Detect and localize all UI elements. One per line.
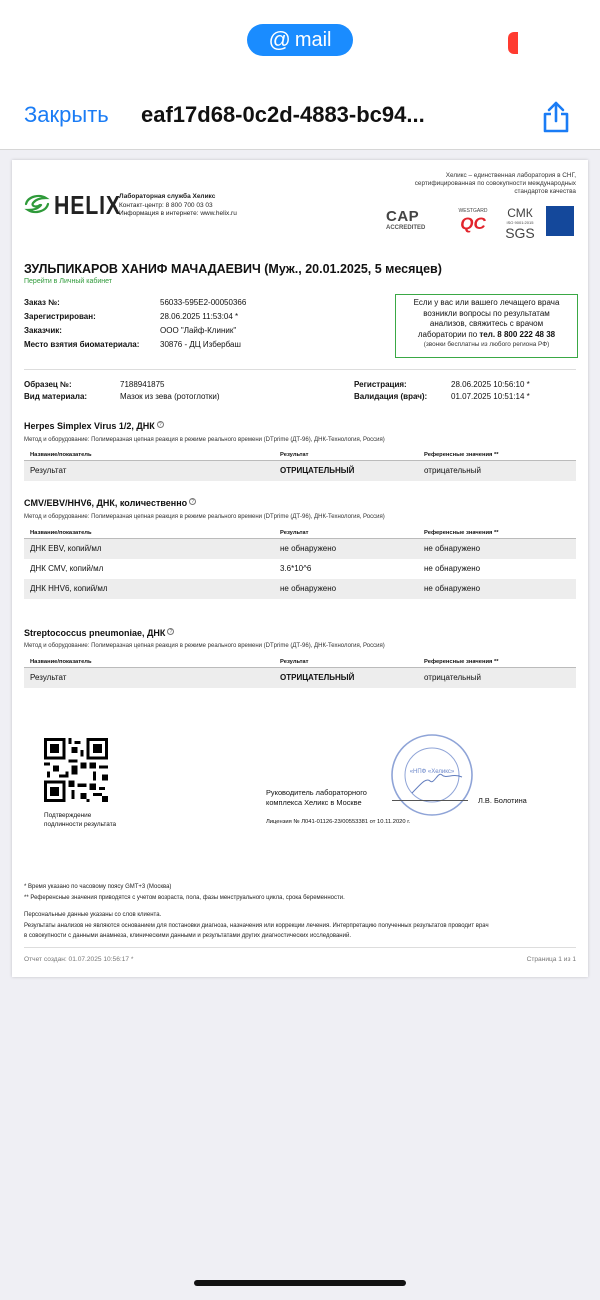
results-table [24, 528, 576, 599]
page-counter: Страница 1 из 1 [526, 956, 576, 963]
section-title-text: Herpes Simplex Virus 1/2, ДНК [24, 421, 155, 431]
stamp-text: «НПФ «Хеликс» [409, 769, 455, 775]
row-result: 3.6*10^6 [280, 564, 312, 573]
qr-code-icon[interactable] [44, 738, 108, 802]
lab-website: Информация в интернете: www.helix.ru [119, 210, 237, 217]
customer-label: Заказчик: [24, 326, 62, 335]
reference-footnote: ** Референсные значения приводятся с учетом возраста, пола, фазы менструального цикла, срока беременности. [24, 895, 345, 901]
smk-logo-text: СМК [507, 206, 533, 220]
row-reference: не обнаружено [424, 584, 481, 593]
section-title [24, 628, 174, 638]
home-indicator[interactable] [194, 1280, 406, 1286]
registration-label: Регистрация: [354, 380, 407, 389]
method-text: Метод и оборудование: Полимеразная цепная реакция в режиме реального времени (DTprime (ДТ-96), ДНК-Технология, Россия) [24, 514, 385, 520]
disclaimer-line: Результаты анализов не являются основанием для постановки диагноза, назначения или коррекции лечения. Интерпретацию полученных результатов проводит врач [24, 923, 489, 929]
report-created: Отчет создан: 01.07.2025 10:56:17 * [24, 956, 134, 963]
section-title-text: Streptococcus pneumoniae, ДНК [24, 628, 166, 638]
lab-name: Лабораторная служба Хеликс [119, 193, 216, 200]
row-result: ОТРИЦАТЕЛЬНЫЙ [280, 673, 355, 682]
cert-line: сертифицированная по совокупности международных [414, 180, 576, 188]
lab-contact: Контакт-центр: 8 800 700 03 03 [119, 201, 213, 209]
qr-caption-line: Подтверждение [44, 812, 92, 819]
quality-badge-icon [546, 206, 574, 236]
callout-line: возникли вопросы по результатам [423, 308, 550, 318]
mail-app-badge[interactable] [247, 24, 353, 56]
registered-label: Зарегистрирован: [24, 312, 96, 321]
qr-caption-line: подлинности результата [44, 820, 117, 828]
westgard-qc-logo [455, 208, 491, 234]
callout-line: Если у вас или вашего лечащего врача [413, 298, 560, 307]
row-result: не обнаружено [280, 544, 337, 553]
section-title [24, 498, 196, 508]
header-name: Название/показатель [30, 659, 92, 665]
license-text: Лицензия № Л041-01126-23/00553381 от 10.11.2020 г. [266, 819, 411, 825]
cert-line: Хеликс – единственная лаборатория в СНГ, [445, 172, 576, 179]
table-row [24, 579, 576, 599]
lab-head-line: Руководитель лабораторного [266, 788, 367, 797]
qc-logo-text: QC [460, 214, 486, 233]
helix-logo-icon [24, 194, 50, 214]
navigation-bar [0, 80, 600, 150]
personal-data-note: Персональные данные указаны со слов клиента. [24, 912, 162, 918]
doctor-contact-callout [395, 294, 578, 358]
cap-logo-subtext: ACCREDITED [386, 225, 426, 231]
status-bar [0, 0, 600, 80]
info-icon[interactable]: ? [157, 421, 164, 428]
header-reference: Референсные значения ** [424, 452, 499, 458]
lab-info [119, 193, 237, 219]
row-name: ДНК CMV, копий/мл [30, 564, 104, 573]
table-header [24, 528, 576, 539]
header-result: Результат [280, 452, 309, 458]
signer-name: Л.В. Болотина [478, 796, 527, 805]
header-reference: Референсные значения ** [424, 659, 499, 665]
row-reference: не обнаружено [424, 544, 481, 553]
row-name: ДНК EBV, копий/мл [30, 544, 102, 553]
time-footnote: * Время указано по часовому поясу GMT+3 (Москва) [24, 884, 172, 890]
sampling-place-label: Место взятия биоматериала: [24, 340, 140, 349]
material-value: Мазок из зева (ротоглотки) [120, 392, 220, 401]
section-title [24, 421, 164, 431]
info-icon[interactable]: ? [167, 628, 174, 635]
row-reference: не обнаружено [424, 564, 481, 573]
recording-indicator-icon [508, 32, 518, 54]
header-reference: Референсные значения ** [424, 530, 499, 536]
validation-label: Валидация (врач): [354, 392, 428, 401]
helix-logo: HELIX [54, 190, 121, 220]
document-title: eaf17d68-0c2d-4883-bc94... [141, 102, 425, 127]
method-text: Метод и оборудование: Полимеразная цепная реакция в режиме реального времени (DTprime (ДТ-96), ДНК-Технология, Россия) [24, 437, 385, 443]
header-result: Результат [280, 530, 309, 536]
registered-value: 28.06.2025 11:53:04 * [160, 312, 239, 321]
qc-logo-top: WESTGARD [458, 208, 488, 214]
header-name: Название/показатель [30, 530, 92, 536]
qr-caption [44, 812, 116, 829]
row-name: ДНК HHV6, копий/мл [30, 584, 108, 593]
row-name: Результат [30, 673, 67, 682]
sgs-logo-text: SGS [505, 225, 535, 241]
row-result: не обнаружено [280, 584, 337, 593]
cap-logo-text: CAP [386, 208, 420, 225]
results-table [24, 450, 576, 481]
personal-cabinet-link[interactable]: Перейти в Личный кабинет [24, 278, 113, 285]
divider [24, 947, 576, 948]
method-text: Метод и оборудование: Полимеразная цепная реакция в режиме реального времени (DTprime (ДТ-96), ДНК-Технология, Россия) [24, 643, 385, 649]
customer-value: ООО "Лайф-Клиник" [160, 326, 237, 335]
lab-report-page [12, 160, 588, 977]
callout-phone-line [396, 330, 577, 341]
lab-head-title [266, 788, 367, 807]
material-label: Вид материала: [24, 392, 88, 401]
header-result: Результат [280, 659, 309, 665]
row-result: ОТРИЦАТЕЛЬНЫЙ [280, 466, 355, 475]
table-row [24, 539, 576, 559]
order-number-label: Заказ №: [24, 298, 60, 307]
order-number-value: 56033-595E2-00050366 [160, 298, 247, 307]
section-title-text: CMV/EBV/HHV6, ДНК, количественно [24, 498, 188, 508]
table-header [24, 657, 576, 668]
stamp-icon [390, 733, 474, 817]
callout-phone[interactable]: тел. 8 800 222 48 38 [479, 329, 556, 339]
info-icon[interactable]: ? [189, 498, 196, 505]
sample-number-label: Образец №: [24, 380, 72, 389]
smk-sgs-logo [504, 206, 536, 241]
lab-head-line: комплекса Хеликс в Москве [266, 797, 362, 807]
smk-logo-subtext: ISO 9001:2015 [506, 220, 534, 225]
divider [24, 369, 576, 370]
signature-line [392, 800, 468, 801]
table-row [24, 668, 576, 688]
cert-line: стандартов качества [514, 188, 576, 196]
at-icon: @ [268, 27, 291, 52]
validation-value: 01.07.2025 10:51:14 * [451, 392, 530, 401]
row-name: Результат [30, 466, 67, 475]
cap-accredited-logo [386, 208, 444, 236]
disclaimer-line: в совокупности с данными анамнеза, клиническими данными и результатами других диагностических исследований. [24, 933, 351, 939]
results-table [24, 657, 576, 688]
certification-text [415, 172, 576, 197]
table-row [24, 559, 576, 579]
sampling-place-value: 30876 - ДЦ Избербаш [160, 340, 241, 349]
patient-title: ЗУЛЬПИКАРОВ ХАНИФ МАЧАДАЕВИЧ (Муж., 20.01.2025, 5 месяцев) [24, 262, 442, 276]
row-reference: отрицательный [424, 466, 481, 475]
registration-value: 28.06.2025 10:56:10 * [451, 380, 530, 389]
mail-badge-label: mail [294, 28, 332, 51]
sample-number-value: 7188941875 [120, 380, 165, 389]
row-reference: отрицательный [424, 673, 481, 682]
callout-prefix: лаборатории по [417, 329, 480, 339]
table-header [24, 450, 576, 461]
callout-note: (звонки бесплатны из любого региона РФ) [423, 341, 550, 348]
callout-line: анализов, свяжитесь с врачом [429, 319, 544, 328]
table-row [24, 461, 576, 481]
header-name: Название/показатель [30, 452, 92, 458]
share-icon[interactable] [540, 100, 572, 134]
close-button[interactable]: Закрыть [24, 102, 109, 127]
